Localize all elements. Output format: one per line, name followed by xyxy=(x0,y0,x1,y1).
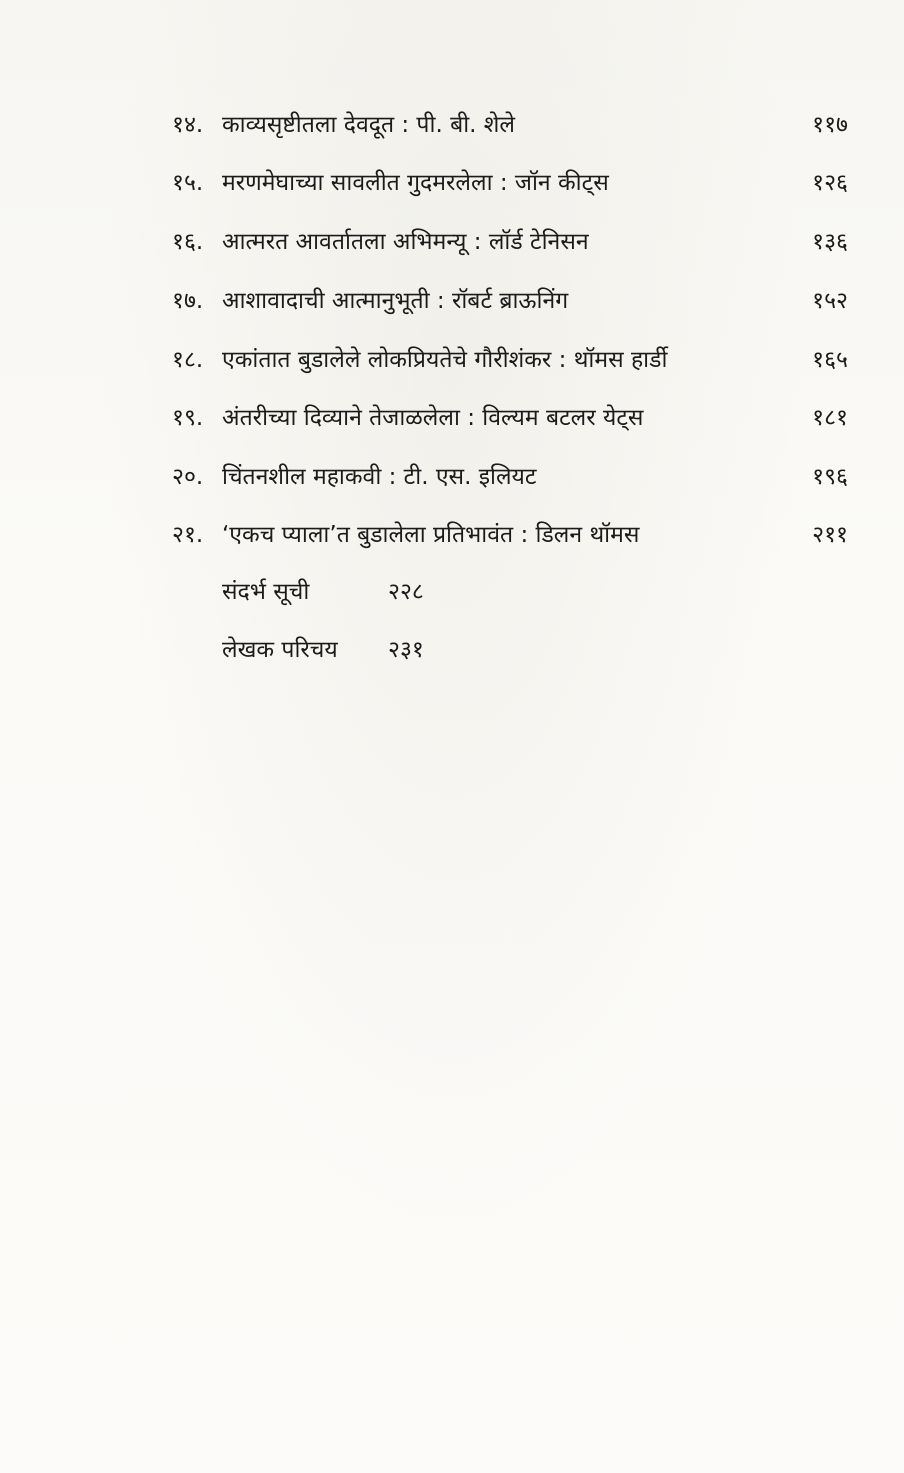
entry-title: काव्यसृष्टीतला देवदूत : पी. बी. शेले xyxy=(222,112,516,138)
entry-number: १४. xyxy=(172,112,204,138)
entry-page: १८१ xyxy=(812,405,848,431)
entry-title: ‘एकच प्याला’त बुडालेला प्रतिभावंत : डिलन थॉमस xyxy=(222,522,640,548)
entry-number: १७. xyxy=(172,288,204,314)
extra-label: लेखक परिचय xyxy=(222,637,338,663)
toc-entry xyxy=(172,515,848,555)
toc-extra-entry xyxy=(222,572,424,612)
toc-entry xyxy=(172,398,848,438)
toc-entry xyxy=(172,105,848,145)
entry-title: चिंतनशील महाकवी : टी. एस. इलियट xyxy=(222,464,537,490)
entry-page: १९६ xyxy=(812,464,848,490)
entry-title: आत्मरत आवर्तातला अभिमन्यू : लॉर्ड टेनिसन xyxy=(222,229,589,255)
entry-title: एकांतात बुडालेले लोकप्रियतेचे गौरीशंकर : थॉमस हार्डी xyxy=(222,347,668,373)
entry-number: १५. xyxy=(172,170,204,196)
entry-page: ११७ xyxy=(812,112,848,138)
toc-entry xyxy=(172,457,848,497)
entry-number: १६. xyxy=(172,229,204,255)
entry-number: २१. xyxy=(172,522,204,548)
entry-title: अंतरीच्या दिव्याने तेजाळलेला : विल्यम बटलर येट्स xyxy=(222,405,644,431)
entry-page: १३६ xyxy=(812,229,848,255)
extra-page: २३१ xyxy=(388,637,424,663)
entry-number: १९. xyxy=(172,405,204,431)
entry-page: १६५ xyxy=(812,347,848,373)
extra-label: संदर्भ सूची xyxy=(222,579,310,605)
entry-title: आशावादाची आत्मानुभूती : रॉबर्ट ब्राऊनिंग xyxy=(222,288,569,314)
entry-number: १८. xyxy=(172,347,204,373)
extra-page: २२८ xyxy=(388,579,424,605)
toc-entry xyxy=(172,340,848,380)
entry-number: २०. xyxy=(172,464,204,490)
toc-entry xyxy=(172,281,848,321)
toc-entry xyxy=(172,222,848,262)
entry-title: मरणमेघाच्या सावलीत गुदमरलेला : जॉन कीट्स xyxy=(222,170,609,196)
toc-entry xyxy=(172,163,848,203)
entry-page: २११ xyxy=(812,522,848,548)
entry-page: १२६ xyxy=(812,170,848,196)
entry-page: १५२ xyxy=(812,288,848,314)
toc-extra-entry xyxy=(222,630,424,670)
